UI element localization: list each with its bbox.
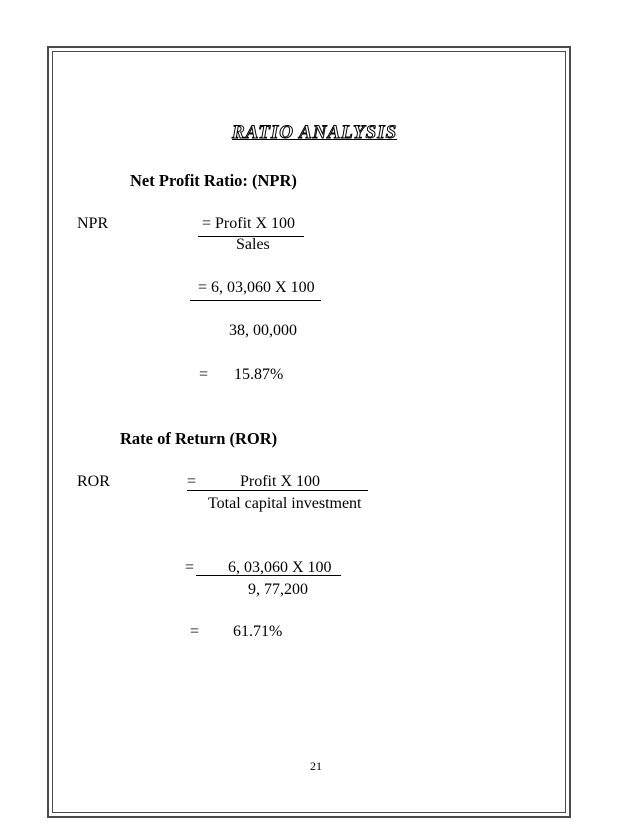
npr-result-value: 15.87% [234, 366, 284, 383]
ror-formula-equals: = [187, 473, 197, 490]
ror-formula-denominator: Total capital investment [208, 495, 362, 512]
npr-formula-denominator: Sales [236, 236, 270, 253]
npr-formula-numerator: = Profit X 100 [202, 215, 296, 232]
ror-calc-equals: = [185, 559, 195, 576]
ror-formula-numerator: Profit X 100 [240, 473, 320, 490]
npr-label: NPR [77, 215, 109, 232]
npr-result-equals: = [199, 366, 209, 383]
npr-calc-fraction-bar [190, 300, 321, 301]
ror-result-equals: = [190, 623, 200, 640]
ror-result-value: 61.71% [233, 623, 283, 640]
ror-label: ROR [77, 473, 110, 490]
npr-calc-numerator: = 6, 03,060 X 100 [198, 279, 315, 296]
ror-calc-denominator: 9, 77,200 [248, 581, 308, 598]
ror-heading: Rate of Return (ROR) [120, 429, 278, 448]
npr-heading: Net Profit Ratio: (NPR) [130, 171, 297, 190]
page-title: RATIO ANALYSIS [232, 122, 398, 143]
ror-formula-fraction-bar [187, 490, 368, 491]
page-number: 21 [310, 759, 322, 773]
npr-calc-denominator: 38, 00,000 [229, 322, 297, 339]
ror-calc-numerator: 6, 03,060 X 100 [228, 559, 332, 576]
